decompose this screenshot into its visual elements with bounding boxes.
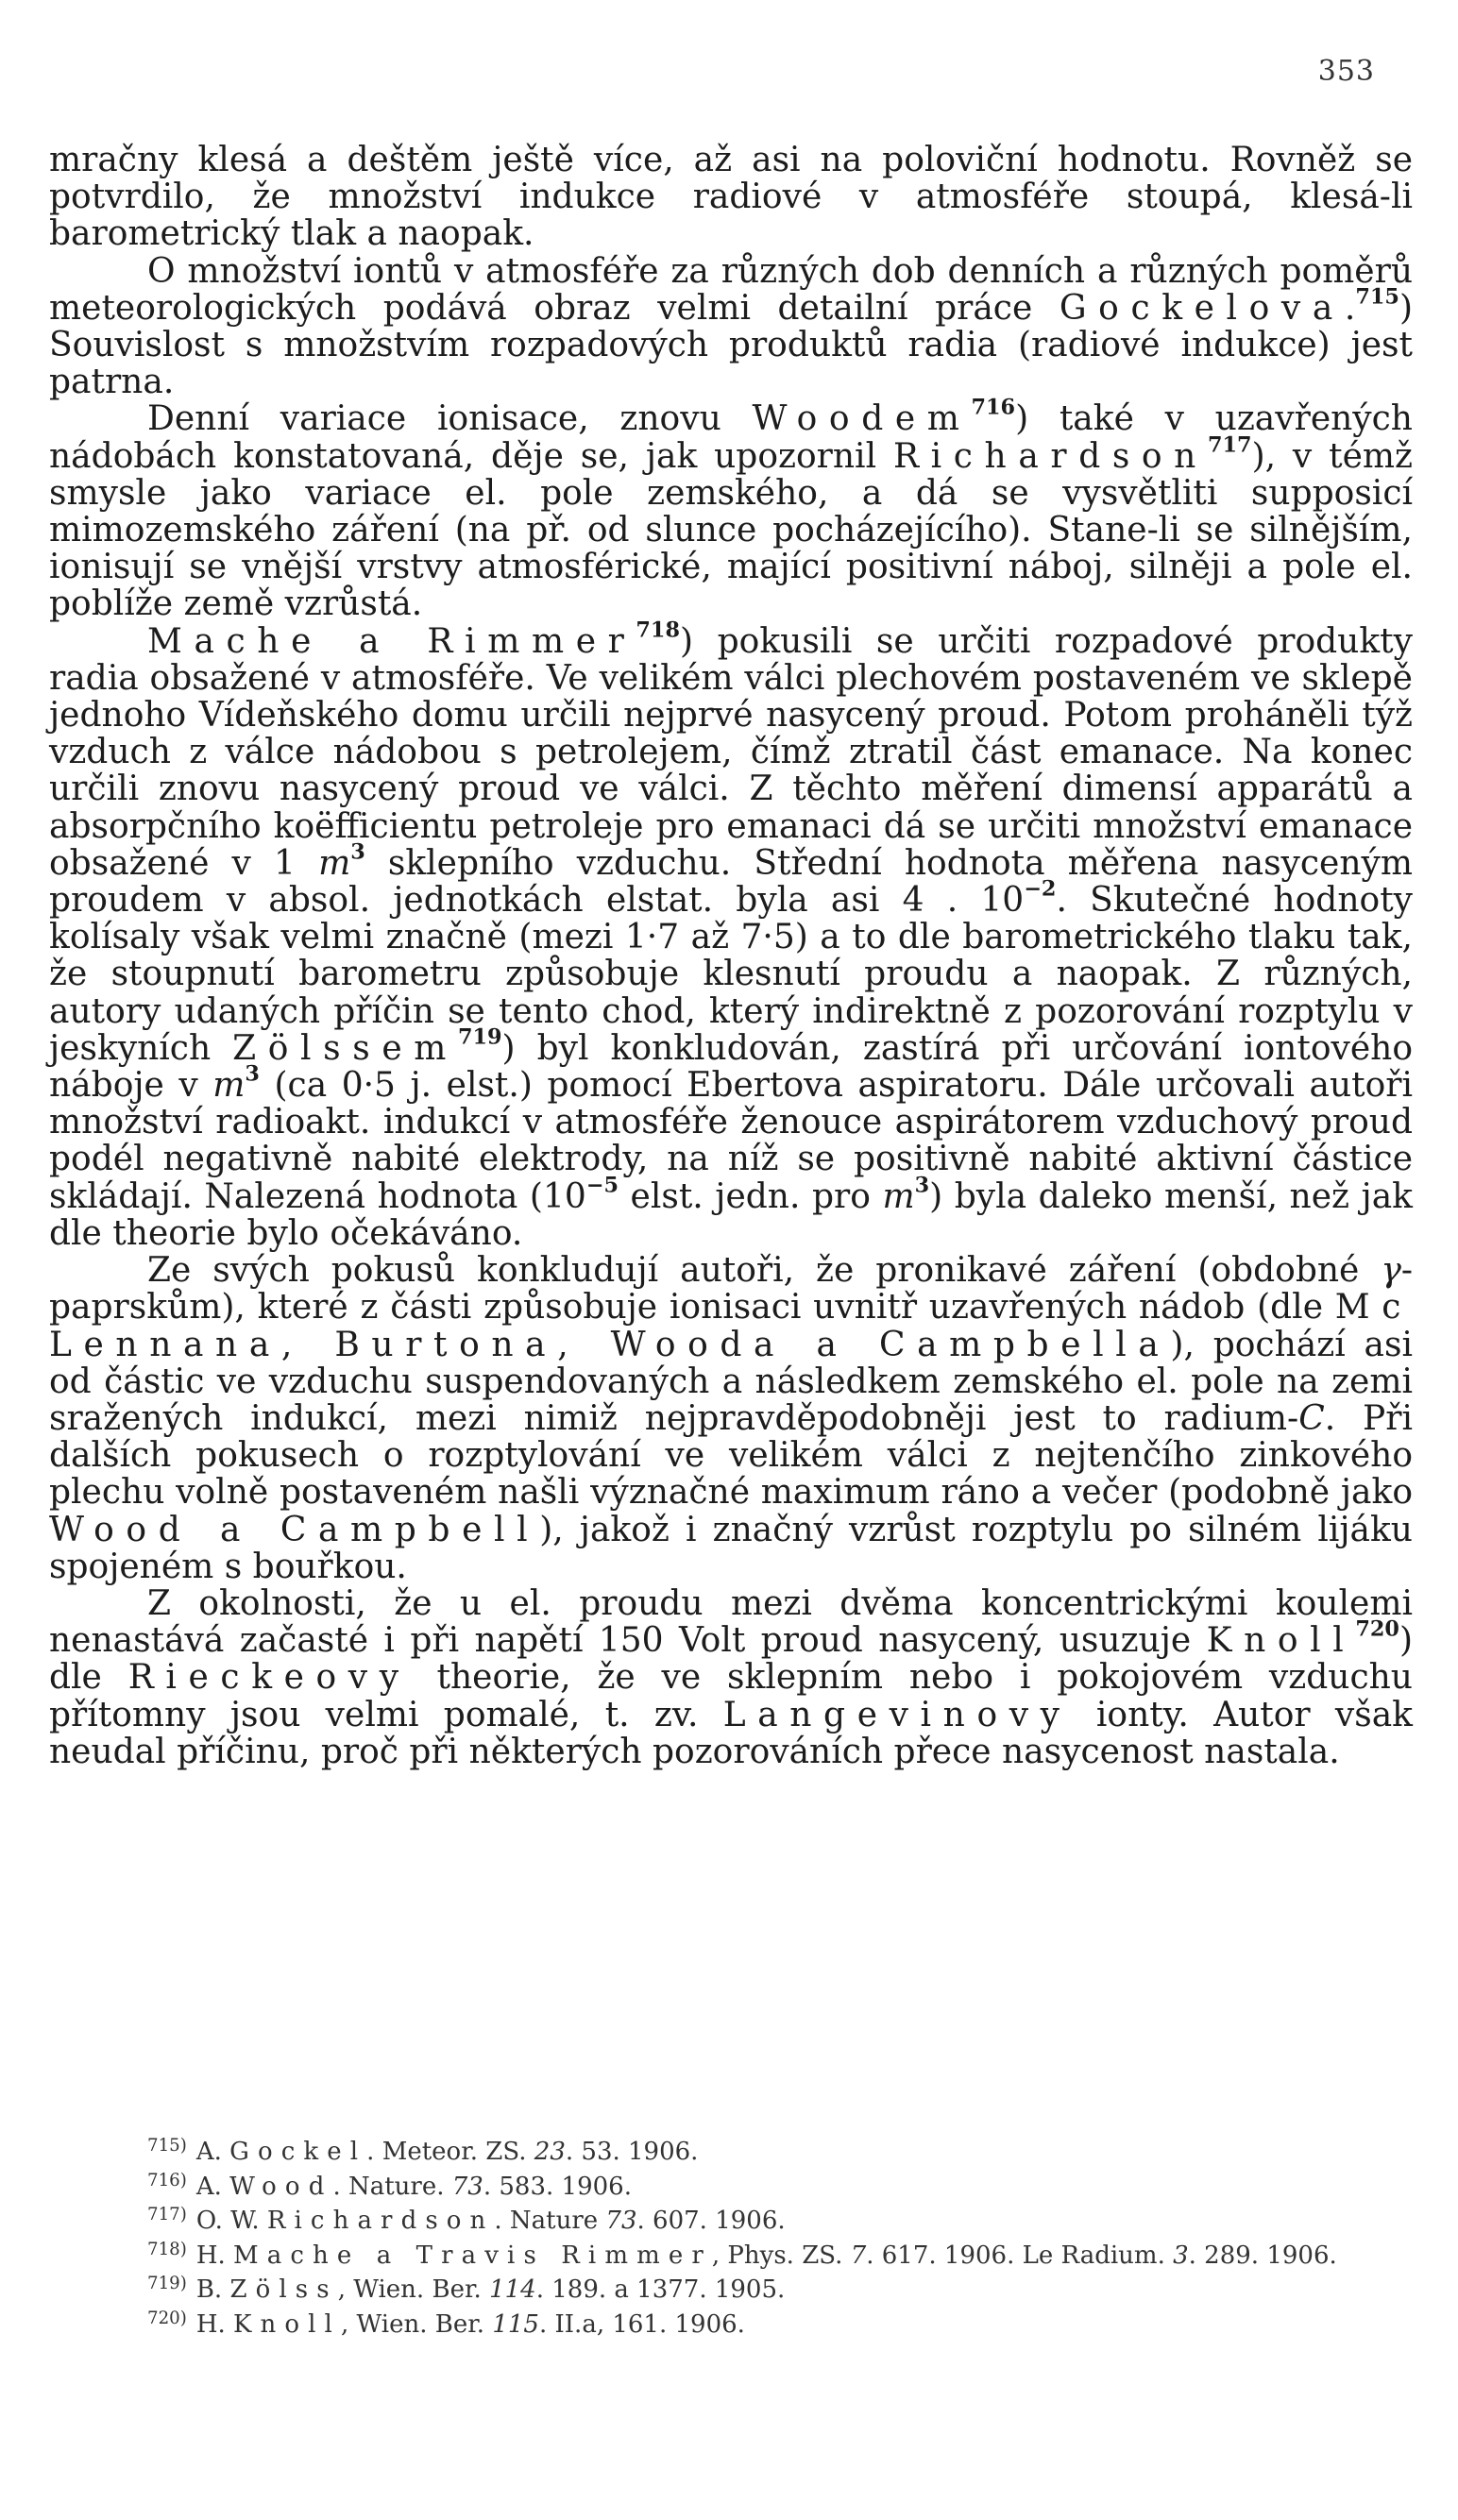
- footnote-716: $^{716)}$ A. Wood. Nature. 73. 583. 1906.: [147, 2170, 632, 2201]
- footnote-718: $^{718)}$ H. Mache a Travis Rimmer, Phys. ZS. 7. 617. 1906. Le Radium. 3. 289. 1906.: [147, 2239, 1337, 2270]
- paragraph-3: Denní variace ionisace, znovu Woodem$^{716}$) také v uzavřených nádobách konstatovaná, děje se, jak upozornil Richardson$^{717}$), v témž smysle jako variace el. pole zemského, a dá se vysvětliti supposicí mimozemského záření (na př. od slunce pocházejícího). Stane-li se silnějším, ionisují se vnější vrstvy atmosférické, mající positivní náboj, silněji a pole el. poblíže země vzrůstá.: [49, 395, 1413, 624]
- paragraph-1: mračny klesá a deštěm ještě více, až asi na poloviční hodnotu. Rovněž se potvrdilo, že množství indukce radiové v atmosféře stoupá, klesá-li barometrický tlak a naopak.: [49, 141, 1413, 254]
- paragraph-6: Z okolnosti, že u el. proudu mezi dvěma koncentrickými koulemi nenastává začasté i při napětí 150 Volt proud nasycený, usuzuje Knoll$^{720}$) dle Rieckeovy theorie, že ve sklepním nebo i pokojovém vzduchu přítomny jsou velmi pomalé, t. zv. Langevinovy ionty. Autor však neudal příčinu, proč při některých pozorováních přece nasycenost nastala.: [49, 1583, 1414, 1771]
- paragraph-5: Ze svých pokusů konkludují autoři, že pronikavé záření (obdobné γ-paprskům), které z části způsobuje ionisaci uvnitř uzavřených nádob (dle Mc Lennana, Burtona, Wooda a Campbella), pochází asi od částic ve vzduchu suspendovaných a následkem zemského el. pole na zemi sražených indukcí, mezi nimiž nejpravděpodobněji jest to radium-C. Při dalších pokusech o rozptylování ve velikém válci z nejtenčího zinkového plechu volně postaveném našli význačné maximum ráno a večer (podobně jako Wood a Campbell), jakož i značný vzrůst rozptylu po silném lijáku spojeném s bouřkou.: [49, 1251, 1413, 1586]
- footnote-719: $^{719)}$ B. Zölss, Wien. Ber. 114. 189. a 1377. 1905.: [147, 2274, 786, 2305]
- footnote-715: $^{715)}$ A. Gockel. Meteor. ZS. 23. 53. 1906.: [147, 2136, 699, 2167]
- footnotes: [49, 2132, 1413, 2340]
- footnote-720: $^{720)}$ H. Knoll, Wien. Ber. 115. II.a, 161. 1906.: [147, 2308, 745, 2340]
- paragraph-4: Mache a Rimmer$^{718}$) pokusili se určiti rozpadové produkty radia obsažené v atmosféře. Ve velikém válci plechovém postaveném ve sklepě jednoho Vídeňského domu určili nejprvé nasycený proud. Potom proháněli týž vzduch z válce nádobou s petrolejem, čímž ztratil část emanace. Na konec určili znovu nasycený proud ve válci. Z těchto měření dimensí apparátů a absorpčního koëfficientu petroleje pro emanaci dá se určiti množství emanace obsažené v 1 $m^3$ sklepního vzduchu. Střední hodnota měřena nasyceným proudem v absol. jednotkách elstat. byla asi 4 . $10^{-2}$. Skutečné hodnoty kolísaly však velmi značně (mezi 1·7 až 7·5) a to dle barometrického tlaku tak, že stoupnutí barometru způsobuje klesnutí proudu a naopak. Z různých, autory udaných příčin se tento chod, který indirektně z pozorování rozptylu v jeskyních Zölssem$^{719}$) byl konkludován, zastírá při určování iontového náboje v $m^3$ (ca 0·5 j. elst.) pomocí Ebertova aspiratoru. Dále určovali autoři množství radioakt. indukcí v atmosféře ženouce aspirátorem vzduchový proud podél negativně nabité elektrody, na níž se positivně nabité aktivní částice skládají. Nalezená hodnota ($10^{-5}$ elst. jedn. pro $m^3$) byla daleko menší, než jak dle theorie bylo očekáváno.: [49, 617, 1414, 1253]
- footnote-717: $^{717)}$ O. W. Richardson. Nature 73. 607. 1906.: [147, 2205, 786, 2236]
- paragraph-2: O množství iontů v atmosféře za různých dob denních a různých poměrů meteorologických podává obraz velmi detailní práce Gockelova.$^{715}$) Souvislost s množstvím rozpadových produktů radia (radiové indukce) jest patrna.: [49, 251, 1413, 402]
- body-text: [49, 142, 1413, 1770]
- page-number: 353: [1317, 55, 1375, 88]
